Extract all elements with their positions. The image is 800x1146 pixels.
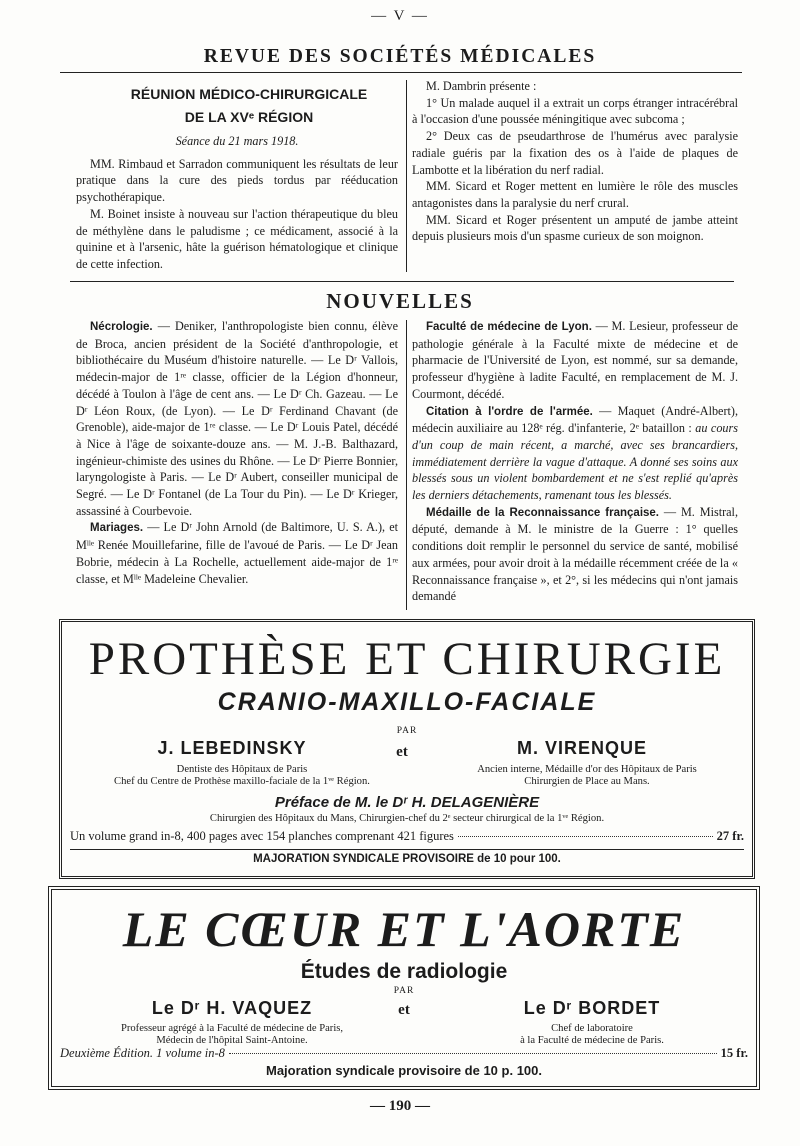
edition-description: Deuxième Édition. 1 volume in-8 — [60, 1046, 225, 1060]
ad-title: PROTHÈSE ET CHIRURGIE — [88, 633, 726, 685]
running-head: — V — — [371, 8, 429, 24]
reunion-paragraph-4: 1° Un malade auquel il a extrait un corps étranger intracérébral à l'occasion d'une poussée méningitique avec subcoma ; — [412, 95, 738, 127]
edition-line — [60, 1046, 748, 1061]
author1-caption-line1: Dentiste des Hôpitaux de Paris — [176, 764, 308, 775]
author2-caption-line1: Ancien interne, Médaille d'or des Hôpitaux de Paris — [477, 764, 697, 775]
divider — [70, 849, 744, 850]
mariages-label: Mariages. — [90, 522, 144, 535]
ad-subtitle: CRANIO-MAXILLO-FACIALE — [217, 688, 597, 716]
author-virenque: M. VIRENQUE — [516, 738, 647, 758]
faculte-text: — M. Lesieur, professeur de pathologie générale à la Faculté mixte de médecine et de pharmacie de l'Université de Lyon, est nommé, sur sa demande, professeur d'hygiène à ladite Faculté, en remplacement de M. J. Courmont, décédé. — [412, 319, 738, 401]
medaille-label: Médaille de la Reconnaissance française. — [426, 506, 659, 519]
par-label: PAR — [396, 726, 418, 736]
divider — [60, 72, 742, 73]
dot-leader — [229, 1053, 717, 1054]
author1-caption-line2: Médecin de l'hôpital Saint-Antoine. — [156, 1035, 308, 1046]
column-divider — [406, 320, 407, 610]
author2-caption — [452, 1023, 732, 1047]
preface-caption: Chirurgien des Hôpitaux du Mans, Chirurgien-chef du 2ᵉ secteur chirurgical de la 1ᵛᵉ Région. — [209, 813, 605, 824]
reunion-paragraph-5: 2° Deux cas de pseudarthrose de l'humérus avec paralysie radiale guéris par la fixation des os à l'aide de plaques de Lambotte et la libération du nerf radial. — [412, 129, 738, 177]
author1-caption-line1: Professeur agrégé à la Faculté de médecine de Paris, — [120, 1023, 344, 1034]
section-title-nouvelles: NOUVELLES — [326, 289, 474, 313]
nouvelles-left-column — [76, 318, 398, 587]
column-divider — [406, 80, 407, 272]
author2-caption-line2: à la Faculté de médecine de Paris. — [520, 1035, 664, 1046]
ad-title: LE CŒUR ET L'AORTE — [122, 901, 686, 957]
author-lebedinsky: J. LEBEDINSKY — [157, 738, 307, 758]
faculte-label: Faculté de médecine de Lyon. — [426, 321, 592, 333]
advertisement-prothese — [59, 619, 755, 879]
majoration-notice: MAJORATION SYNDICALE PROVISOIRE de 10 pour 100. — [253, 853, 561, 865]
reunion-paragraph-3: M. Dambrin présente : — [426, 79, 537, 93]
author1-caption — [82, 764, 402, 788]
medaille-text: — M. Mistral, député, demande à M. le ministre de la Guerre : 1° quelles conditions doit remplir le personnel du service de santé, mobilisé aux armées, pour avoir droit à la médaille récemment créée de la « Reconnaissance française », et 2°, si les médecins qui n'ont jamais demandé — [412, 504, 738, 604]
reunion-right-column — [412, 78, 738, 245]
ad-subtitle: Études de radiologie — [300, 960, 508, 983]
citation-label: Citation à l'ordre de l'armée. — [426, 405, 593, 418]
author2-caption-line2: Chirurgien de Place au Mans. — [524, 776, 650, 787]
advertisement-coeur-aorte — [48, 886, 760, 1090]
mariages-text: — Le Dʳ John Arnold (de Baltimore, U. S. A.), et Mˡˡᵉ Renée Mouillefarine, fille de l'avoué de Paris. — Le Dʳ Jean Bobrie, médecin à La Rochelle, actuellement aide-major de 1ʳᵉ classe, et Mˡˡᵉ Madeleine Chevalier. — [76, 520, 399, 586]
author-bordet: Le Dʳ BORDET — [523, 998, 661, 1018]
par-label: PAR — [393, 986, 415, 996]
majoration-notice: Majoration syndicale provisoire de 10 p. 100. — [266, 1063, 542, 1078]
reunion-title-line2: DE LA XVᵉ RÉGION — [184, 109, 314, 125]
reunion-paragraph-7: MM. Sicard et Roger présentent un amputé de jambe atteint depuis plusieurs mois d'un spasme curieux de son moignon. — [412, 212, 738, 244]
divider — [70, 281, 734, 282]
volume-description: Un volume grand in-8, 400 pages avec 154 planches comprenant 421 figures — [70, 829, 454, 843]
volume-line — [70, 829, 744, 844]
seance-date: Séance du 21 mars 1918. — [175, 134, 299, 148]
edition-price: 15 fr. — [720, 1046, 748, 1060]
reunion-title-line1: RÉUNION MÉDICO-CHIRURGICALE — [130, 86, 368, 102]
necrologie-label: Nécrologie. — [90, 321, 153, 333]
preface-line: Préface de M. le Dʳ H. DELAGENIÈRE — [274, 794, 540, 811]
author-vaquez: Le Dʳ H. VAQUEZ — [151, 998, 313, 1018]
section-title-revue: REVUE DES SOCIÉTÉS MÉDICALES — [203, 46, 597, 67]
et-label: et — [396, 744, 408, 760]
volume-price: 27 fr. — [716, 829, 744, 843]
et-label: et — [398, 1002, 410, 1018]
nouvelles-right-column — [412, 318, 738, 605]
necrologie-text: — Deniker, l'anthropologiste bien connu, élève de Broca, ancien président de la Société d'anthropologie, et bibliothécaire du Muséum d'histoire naturelle. — Le Dʳ Vallois, médecin-major de 1ʳᵉ classe, officier de la Légion d'honneur, décédé à Toulon à l'âge de cent ans. — Le Dʳ Ch. Gazeau. — Le Dʳ Léon Roux, (de Lyon). — Le Dʳ Ferdinand Chavant (de Grenoble), aide-major de 1ʳᵉ classe. — Le Dʳ Louis Patel, décédé à Nice à l'âge de soixante-douze ans. — M. J.-B. Balthazard, ingénieur-chimiste des usines du Rhône. — Le Dʳ Pierre Bonnier, laryngologiste à Paris. — Le Dʳ Aubert, conseiller municipal de Segré. — Le Dʳ Fontanel (de La Tour du Pin). — Le Dʳ Krieger, assassiné à Courbevoie. — [76, 319, 398, 518]
author2-caption — [432, 764, 742, 788]
reunion-paragraph-6: MM. Sicard et Roger mettent en lumière le rôle des muscles antagonistes dans la paralysie du nerf crural. — [412, 179, 738, 210]
author1-caption-line2: Chef du Centre de Prothèse maxillo-faciale de la 1ᵛᵉ Région. — [114, 776, 370, 787]
reunion-left-column — [76, 133, 398, 273]
author2-caption-line1: Chef de laboratoire — [551, 1023, 633, 1034]
author1-caption — [72, 1023, 392, 1047]
citation-text: — Maquet (André-Albert), médecin auxiliaire au 128ᵉ rég. d'infanterie, 2ᵉ bataillon : — [412, 403, 739, 436]
reunion-paragraph-2: M. Boinet insiste à nouveau sur l'action thérapeutique du bleu de méthylène dans le paludisme ; ce médicament, associé à la quinine et à l'arsenic, hâte la guérison hématologique et clinique de cette infection. — [76, 206, 398, 271]
dot-leader — [458, 836, 713, 837]
page-number: — 190 — — [370, 1098, 430, 1114]
reunion-paragraph-1: MM. Rimbaud et Sarradon communiquent les résultats de leur pratique dans la cure des pieds tordus par rééducation psychothérapique. — [76, 156, 398, 205]
citation-italic: au cours d'un coup de main récent, a marché, avec ses brancardiers, immédiatement derrière la vague d'attaque. A donné ses soins aux blessés sous un violent bombardement et ne s'est replié qu'après les derniers détachements, ramenant tous les blessés. — [412, 421, 738, 503]
